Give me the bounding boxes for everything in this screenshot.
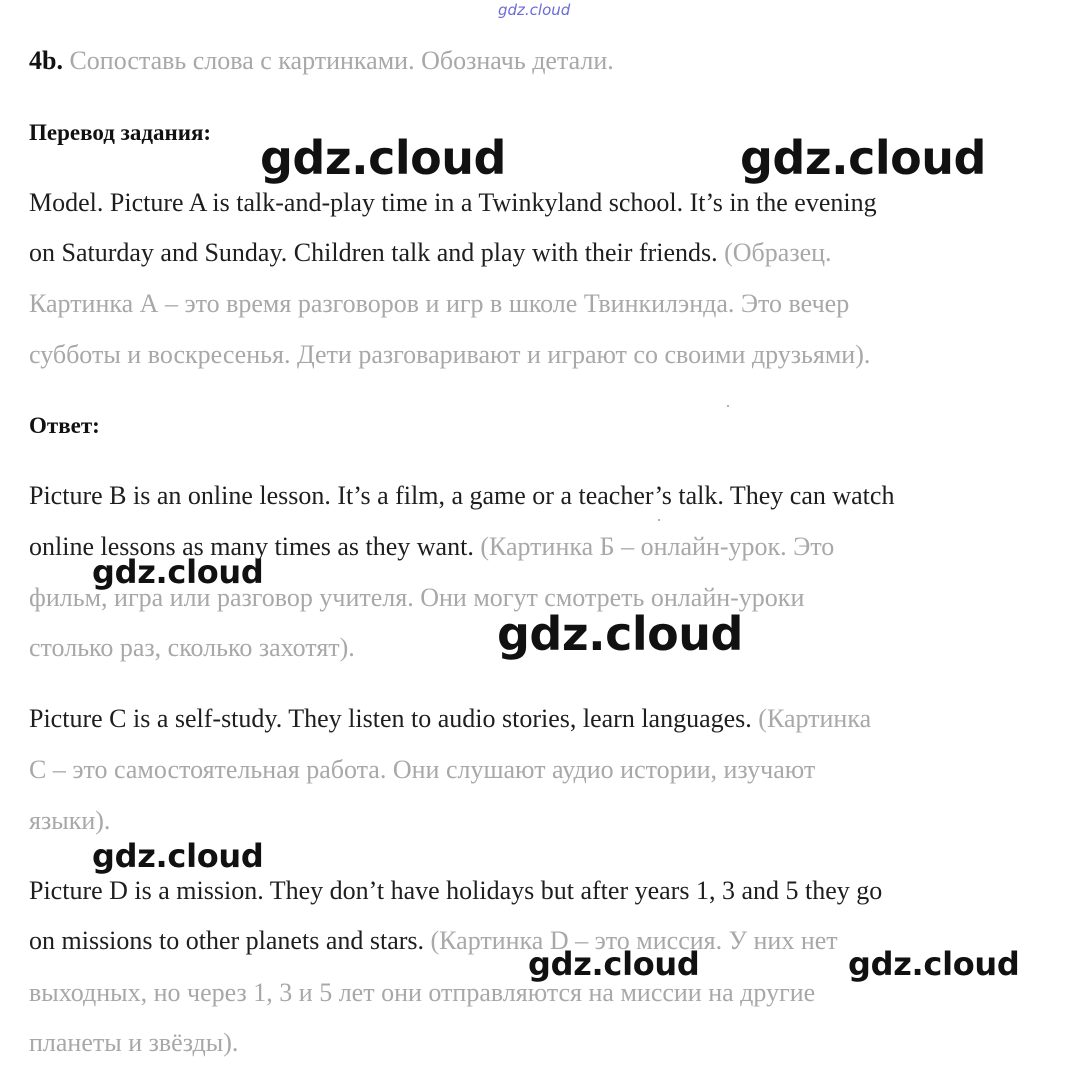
picture-c-line-2: С – это самостоятельная работа. Они слушают аудио истории, изучают — [29, 755, 816, 784]
task-line — [29, 46, 614, 76]
picture-d-line-3: выходных, но через 1, 3 и 5 лет они отправляются на миссии на другие — [29, 978, 816, 1007]
model-line-2-ru: (Образец. — [724, 238, 832, 267]
watermark-logo: gdz.cloud — [528, 945, 700, 983]
picture-b-line-2-ru: (Картинка Б – онлайн-урок. Это — [480, 532, 835, 561]
task-instruction: Сопоставь слова с картинками. Обозначь детали. — [69, 46, 614, 75]
picture-d-line-2-ru: (Картинка D – это миссия. У них нет — [430, 926, 838, 955]
picture-d-line-1: Picture D is a mission. They don’t have holidays but after years 1, 3 and 5 they go — [29, 876, 883, 905]
picture-c-line-1-ru: (Картинка — [758, 704, 872, 733]
picture-b-line-1: Picture B is an online lesson. It’s a film, a game or a teacher’s talk. They can watch — [29, 481, 895, 510]
header-watermark: gdz.cloud — [498, 1, 571, 19]
model-line-2-en: on Saturday and Sunday. Children talk and play with their friends. — [29, 238, 718, 267]
picture-b-line-2-en: online lessons as many times as they want. — [29, 532, 474, 561]
model-line-1: Model. Picture A is talk-and-play time in a Twinkyland school. It’s in the evening — [29, 188, 877, 217]
watermark-logo: gdz.cloud — [497, 607, 743, 661]
picture-b-line-4: столько раз, сколько захотят). — [29, 633, 355, 662]
picture-d-line-2 — [29, 926, 838, 956]
answer-heading: Ответ: — [29, 413, 100, 438]
model-line-3: Картинка А – это время разговоров и игр в школе Твинкилэнда. Это вечер — [29, 289, 850, 318]
watermark-logo: gdz.cloud — [92, 837, 264, 875]
watermark-logo: gdz.cloud — [848, 945, 1020, 983]
picture-c-line-3: языки). — [29, 806, 111, 835]
picture-d-line-4: планеты и звёзды). — [29, 1028, 239, 1057]
watermark-logo: gdz.cloud — [92, 553, 264, 591]
picture-c-line-1 — [29, 704, 871, 734]
picture-b-line-3: фильм, игра или разговор учителя. Они могут смотреть онлайн-уроки — [29, 583, 805, 612]
scan-speck — [658, 519, 660, 521]
model-line-2 — [29, 238, 832, 268]
translation-heading: Перевод задания: — [29, 120, 212, 145]
picture-c-line-1-en: Picture C is a self-study. They listen to audio stories, learn languages. — [29, 704, 752, 733]
model-line-4: субботы и воскресенья. Дети разговаривают и играют со своими друзьями). — [29, 340, 871, 369]
picture-d-line-2-en: on missions to other planets and stars. — [29, 926, 425, 955]
task-number: 4b. — [29, 46, 63, 75]
watermark-logo: gdz.cloud — [260, 131, 506, 185]
scan-speck — [727, 405, 729, 407]
watermark-logo: gdz.cloud — [740, 131, 986, 185]
